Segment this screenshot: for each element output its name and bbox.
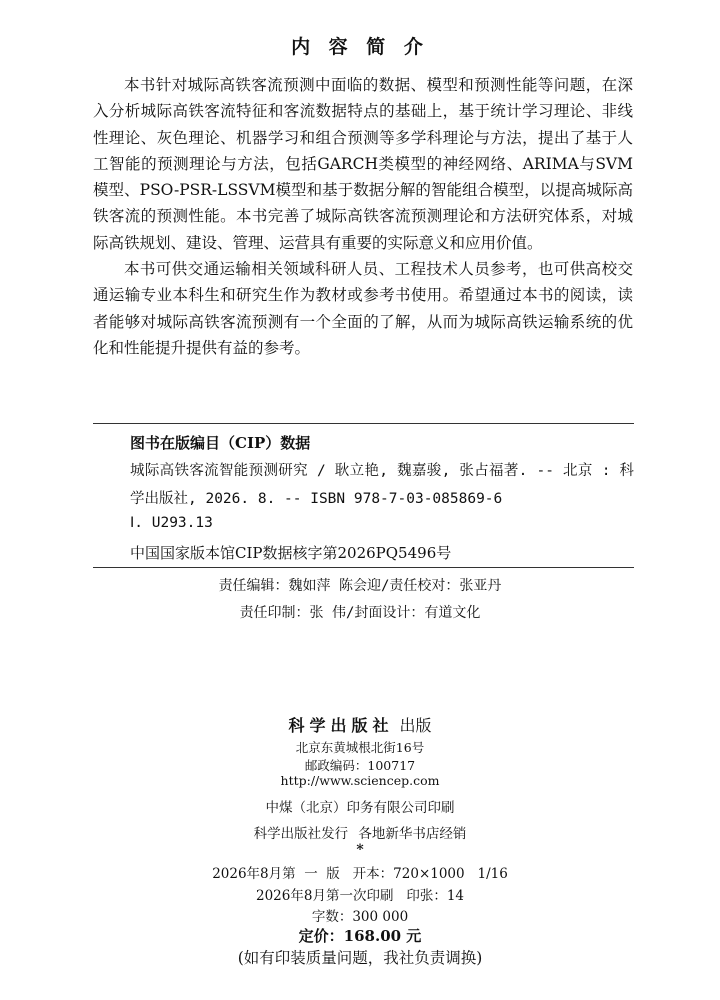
publisher-postcode: 邮政编码：100717: [304, 758, 416, 773]
summary-title: 内 容 简 介: [291, 36, 429, 58]
cip-record-number: 中国国家版本馆CIP数据核字第2026PQ5496号: [130, 544, 452, 562]
publisher-brand: 科学出版社: [288, 716, 394, 735]
edition-line: 2026年8月第 一 版 开本：720×1000 1/16: [212, 866, 508, 882]
publisher-url: http://www.sciencep.com: [280, 773, 440, 788]
cip-block: [93, 423, 634, 568]
staff-editors: 责任编辑：魏如萍 陈会迎/责任校对：张亚丹: [218, 578, 502, 594]
cip-classification: Ⅰ. U293.13: [130, 515, 213, 531]
staff-production: 责任印制：张 伟/封面设计：有道文化: [239, 605, 481, 621]
cip-heading: 图书在版编目（CIP）数据: [130, 434, 311, 452]
publisher-address: 北京东黄城根北街16号: [295, 740, 425, 755]
publisher-suffix: 出版: [399, 716, 432, 735]
summary-paragraph-2: 本书可供交通运输相关领域科研人员、工程技术人员参考，也可供高校交通运输专业本科生和研究生作为教材或参考书使用。希望通过本书的阅读，读者能够对城际高铁客流预测有一个全面的了解，从而为城际高铁运输系统的优化和性能提升提供有益的参考。: [93, 260, 633, 357]
quality-notice: (如有印装质量问题，我社负责调换): [237, 949, 483, 967]
summary-body: [93, 72, 633, 361]
printer-line: 中煤（北京）印务有限公司印刷: [265, 800, 455, 816]
distribution-line: 科学出版社发行 各地新华书店经销: [253, 826, 467, 842]
printing-line: 2026年8月第一次印刷 印张：14: [256, 888, 464, 904]
price: 定价：168.00 元: [298, 927, 422, 945]
cip-record: 城际高铁客流智能预测研究 / 耿立艳, 魏嘉骏, 张占福著. -- 北京 : 科学出版社, 2026. 8. -- ISBN 978-7-03-085869-6: [130, 463, 634, 507]
summary-paragraph-1: 本书针对城际高铁客流预测中面临的数据、模型和预测性能等问题，在深入分析城际高铁客流特征和客流数据特点的基础上，基于统计学习理论、非线性理论、灰色理论、机器学习和组合预测等多学科理论与方法，提出了基于人工智能的预测理论与方法，包括GARCH类模型的神经网络、ARIMA与SVM模型、PSO-PSR-LSSVM模型和基于数据分解的智能组合模型，以提高城际高铁客流的预测性能。本书完善了城际高铁客流预测理论和方法研究体系，对城际高铁规划、建设、管理、运营具有重要的实际意义和应用价值。: [93, 76, 633, 252]
separator-asterisk: *: [356, 842, 364, 858]
publisher-line: [0, 713, 720, 736]
word-count: 字数：300 000: [311, 909, 409, 925]
